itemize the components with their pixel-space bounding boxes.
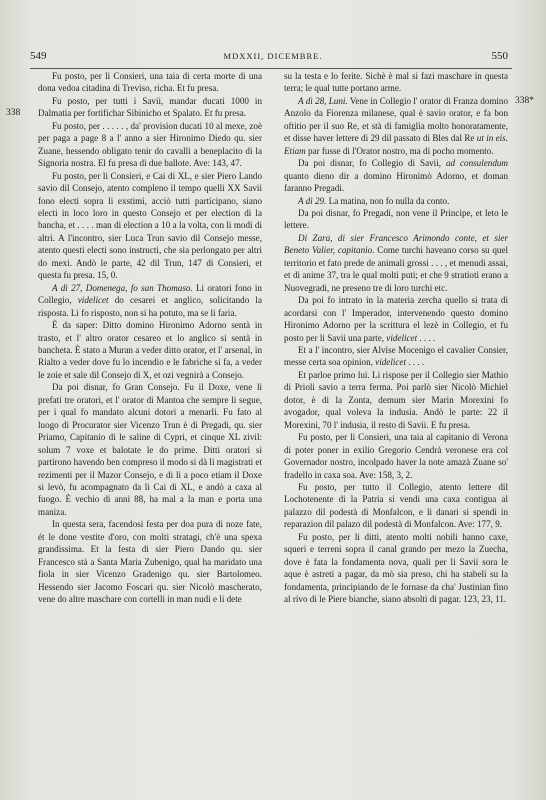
paragraph: Fu posto, per tutto il Collegio, atento lettere dil Lochotenente di la Patria si vendi una caxa contigua al palazzo dil podestà di Monfalcon, e li danari si spendi in reparazion dil palazo dil podestà di Monfalcon. Ave: 177, 9.	[284, 481, 508, 530]
text-run-italic: videlicet	[386, 332, 418, 343]
paragraph	[284, 294, 508, 344]
text-run: do cesarei et anglico, solicitando la risposta. Li fo risposto, non si ha potuto, ma se li faria.	[38, 295, 262, 318]
text-run: par fusse di l'Orator nostro, ma di pocho momento.	[305, 145, 494, 156]
text-run: Da poi fo intrato in la materia zercha quello si trata di acordarsi con l' Imperador, intervenendo questo domino Hironimo Adorno per la scrittura el lezè in Collegio, et fu posto per li Savii una parte,	[284, 295, 508, 343]
margin-number-right: 338*	[515, 96, 534, 106]
header-rule	[30, 68, 512, 69]
paragraph: Fu posto, per li Consieri, una taia al capitanio di Verona di poter poner in exilio Gregorio Cendrà veronese era col Governador nostro, incolpado haver la note amazà Zuane so' fradello in caxa soa. Ave: 158, 3, 2.	[284, 432, 508, 480]
paragraph	[284, 232, 508, 294]
paragraph: Fu posto, per li Consieri, e Cai di XL, e sier Piero Lando savio dil Consejo, atento compleno il tempo quelli XX Savii fono electi sopra li exstimi, acciò tutti participano, siano electi in loco loro in questo Consejo et per election di la bancha, et . . . . man di election a 10 a la volta, con li modi di altri. A l'incontro, sier Luca Trun savio dil Consejo messe, atento questi electi sono instructi, che sia perlongato per altri do mexi. Andò le parte, 42 dil Trun, 147 di Consieri, et questa fu presa. 15, 0.	[38, 170, 262, 281]
right-column	[284, 70, 508, 605]
paragraph: In questa sera, facendosi festa per doa pura di noze fate, ét le done vestite d'oro, con molti stratagi, ch'è una spexa grandissima. Et la festa di sier Piero Dando qu. sier Francesco stà a Santa Maria Zubenigo, qual ha maridato una fiola in sier Vicenzo Gradenigo qu. sier Bartolomeo. Hessendo sier Jacomo Foscari qu. sier Nicolò mascherato, vene do altre maschare con cortelli in man nudi e li dete	[38, 519, 262, 605]
text-run: . . . .	[417, 332, 436, 343]
text-run: Vene in Collegio l' orator di Franza domino Anzolo da Fiorenza milanese, qual è savio orator, e fa bon oftitio per il suo Re, et stà di famiglia molto honoratamente, et disse haver lettere di 29 dil passato di Bles dal Re	[284, 95, 509, 144]
page-number-left: 549	[30, 50, 47, 62]
margin-number-left: 338	[6, 108, 21, 118]
paragraph: Da poi disnar, fo Gran Consejo. Fu il Doxe, vene li prefati tre oratori, et l' orator di Mantoa che sempre li segue, per i qual fo mandato alcuni dotori a menarli. Fu fato al luogo di Procurator sier Vicenzo Trun è di Pregadi, qu. sier Priamo, Capitanio di le saline di Cypri, et cinque XL zivil: solum 7 voxe et balotate le do prime. Ditti oratori si partirono havendo ben compreso il modo si dà li magistrati et rezimenti per il Mazor Consejo, e di li a poco etiam il Doxe si levò, fu acompagnato da li Cai di XL, e andò a caxa al fuogo. È vechio di anni 88, ha mal a la man e porta una maniza.	[38, 382, 262, 517]
date-heading: A dì 28, Luni.	[298, 95, 348, 106]
page-number-right: 550	[491, 50, 508, 62]
paragraph: Fu posto, per li ditti, atento molti nobili hanno caxe, squeri e terreni sopra il canal grando per mezo la Zuecha, dove è fata la fondamenta nova, quali per li Savii sora le aque è astreti a pagar, da mò sia preso, chi ha stabeli su la fondamenta, principiando de le fornase da cha' Justinian fino al rivo di le Piere bianche, siano absolti di pagar. 123, 23, 11.	[284, 531, 508, 605]
text-run-italic: videlicet	[375, 357, 406, 368]
paragraph: Da poi disnar, fo Pregadi, non vene il Principe, et leto le lettere.	[284, 207, 508, 231]
paragraph: su la testa e lo ferite. Sichè è mal si fazi maschare in questa terra; le qual tutte portano arme.	[284, 71, 508, 94]
text-run: quanto dieno dir a domino Hironimò Adorno, et doman faranno Pregadi.	[284, 170, 508, 194]
date-heading: A dì 29.	[298, 195, 327, 206]
text-run: Li oratori fono in Collegio,	[38, 282, 262, 306]
letter-heading: Di Zara, di sier Francesco Arimondo conte, et sier Beneto Valier, capitanio.	[284, 232, 508, 256]
paragraph	[284, 157, 508, 194]
text-run: La matina, non fo nulla da conto.	[326, 195, 450, 206]
paragraph: Fu posto, per tutti i Savii, mandar ducati 1000 in Dalmatia per fortifichar Sibinicho et Spalato. Et fu presa.	[38, 95, 262, 119]
text-run-italic: ad consulendum	[445, 158, 508, 169]
paragraph	[284, 195, 508, 207]
text-run-italic: ut in eis. Etiam	[284, 133, 508, 156]
text-run: Et a l' incontro, sier Alvise Mocenigo el cavalier Consier, messe certa soa opinion,	[284, 344, 508, 368]
left-column	[38, 70, 262, 605]
paragraph: Fu posto, per . . . . . , da' provision ducati 10 al mexe, zoè per paga a page 8 a l' anno a sier Hironimo Diedo qu. sier Zuane, hessendo obligato tenir do cavalli a beneplacito di la Signoria nostra. El fu presa di due ballote. Ave: 143, 47.	[38, 120, 262, 169]
paragraph: Fu posto, per li Consieri, una taia di certa morte di una dona vedoa citadina di Treviso, richa. Et fu presa.	[38, 71, 262, 94]
paragraph	[38, 282, 262, 319]
page-header	[0, 50, 546, 66]
paragraph: È da saper: Ditto domino Hironimo Adorno sentà in trasto, et l' altro orator cesareo et lo anglico si sentà in bancheta. È stato a Muran a veder ditto orator, et l' arsenal, in Rialto a veder dove fu lo incendio e le fabriche si fa, a veder le zoie et sale dil Consejo di X, et ozi vegnirà a Consejo.	[38, 320, 262, 380]
text-run: Come turchi haveano corso su quel territorio et fato prede de animali grossi . . . , et menudi assai, et di anime 37, tra le qual molti puti; et che 9 stratioti erano a Nuovegradi, ne preseno tre di loro turchi etc.	[284, 245, 509, 293]
paragraph: Et parloe primo lui. Li rispose per il Collegio sier Mathio di Prioli savio a terra ferma. Poi parlò sier Nicolò Michiel dotor, è di la Zonta, demum sier Marin Morexini fo avogador, qual voleva la indusia. Andò le parte: 22 il Morexini, 70 l' indusia, il resto di Savii. E fu presa.	[284, 369, 508, 430]
text-run-italic: videlicet	[77, 295, 109, 306]
text-run: Da poi disnar, fo Collegio di Savii,	[298, 158, 446, 169]
paragraph	[284, 344, 508, 369]
paragraph	[284, 95, 508, 157]
running-title: MDXXII, DICEMBRE.	[223, 51, 323, 61]
date-heading: A dì 27, Domenega, fo san Thomaso.	[52, 282, 193, 293]
text-run: . . . .	[405, 357, 425, 368]
